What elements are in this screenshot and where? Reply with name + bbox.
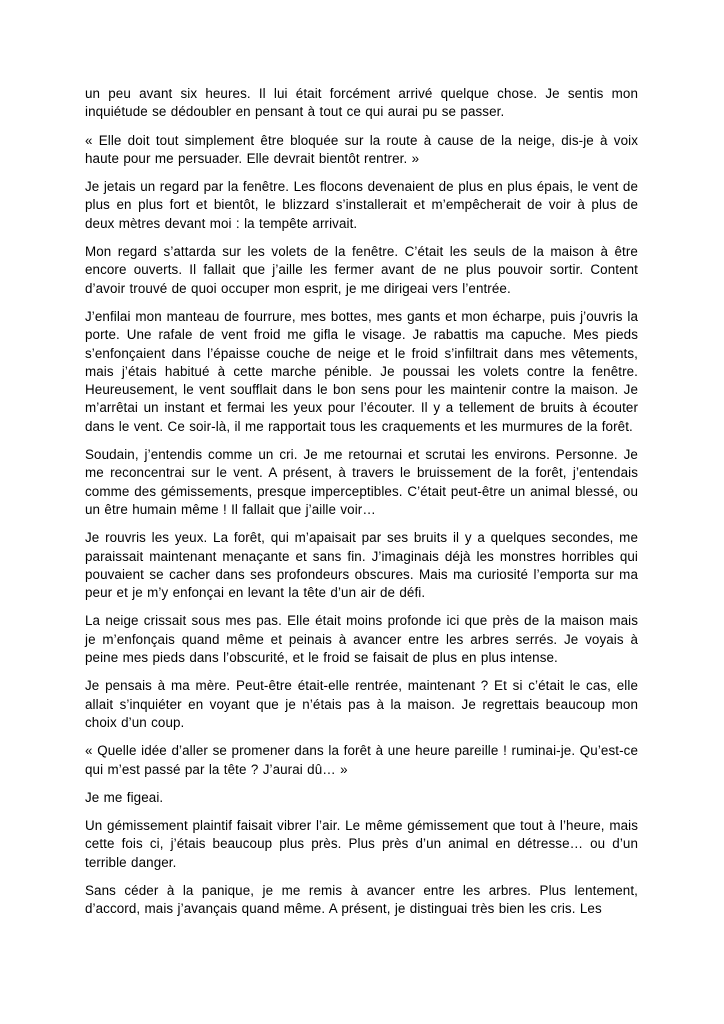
paragraph: J’enfilai mon manteau de fourrure, mes bottes, mes gants et mon écharpe, puis j’ouvris la porte. Une rafale de vent froid me gifla le visage. Je rabattis ma capuche. Mes pieds s’enfonçaient dans l’épaisse couche de neige et le froid s’infiltrait dans mes vêtements, mais j’étais habitué à cette marche pénible. Je poussai les volets contre la fenêtre. Heureusement, le vent soufflait dans le bon sens pour les maintenir contre la maison. Je m’arrêtai un instant et fermai les yeux pour l’écouter. Il y a tellement de bruits à écouter dans le vent. Ce soir-là, il me rapportait tous les craquements et les murmures de la forêt.: [85, 308, 638, 434]
paragraph: Mon regard s’attarda sur les volets de la fenêtre. C’était les seuls de la maison à être encore ouverts. Il fallait que j’aille les fermer avant de ne plus pouvoir sortir. Content d’avoir trouvé de quoi occuper mon esprit, je me dirigeai vers l’entrée.: [85, 244, 638, 296]
paragraph: « Quelle idée d’aller se promener dans la forêt à une heure pareille ! ruminai-je. Qu’est-ce qui m’est passé par la tête ? J’aurai dû… »: [85, 743, 638, 777]
paragraph: Je rouvris les yeux. La forêt, qui m’apaisait par ses bruits il y a quelques secondes, me paraissait maintenant menaçante et sans fin. J’imaginais déjà les monstres horribles qui pouvaient se cacher dans ses profondeurs obscures. Mais ma curiosité l’emporta sur ma peur et je m’y enfonçai en levant la tête d’un air de défi.: [85, 530, 638, 601]
paragraph: un peu avant six heures. Il lui était forcément arrivé quelque chose. Je sentis mon inquiétude se dédoubler en pensant à tout ce qui aurai pu se passer.: [85, 86, 638, 120]
paragraph: La neige crissait sous mes pas. Elle était moins profonde ici que près de la maison mais je m’enfonçais quand même et peinais à avancer entre les arbres serrés. Je voyais à peine mes pieds dans l’obscurité, et le froid se faisait de plus en plus intense.: [85, 613, 638, 666]
paragraph: Je me figeai.: [85, 789, 164, 805]
paragraph: « Elle doit tout simplement être bloquée sur la route à cause de la neige, dis-je à voix haute pour me persuader. Elle devrait bientôt rentrer. »: [85, 132, 638, 166]
paragraph: Je pensais à ma mère. Peut-être était-elle rentrée, maintenant ? Et si c’était le cas, elle allait s’inquiéter en voyant que je n’étais pas à la maison. Je regrettais beaucoup mon choix d’un coup.: [85, 678, 638, 730]
paragraph: Sans céder à la panique, je me remis à avancer entre les arbres. Plus lentement, d’accord, mais j’avançais quand même. A présent, je distinguai très bien les cris. Les: [85, 882, 638, 917]
paragraph: Je jetais un regard par la fenêtre. Les flocons devenaient de plus en plus épais, le vent de plus en plus fort et bientôt, le blizzard s’installerait et m’empêcherait de voir à plus de deux mètres devant moi : la tempête arrivait.: [85, 179, 638, 231]
paragraph: Soudain, j’entendis comme un cri. Je me retournai et scrutai les environs. Personne. Je me reconcentrai sur le vent. A présent, à travers le bruissement de la forêt, j’entendais comme des gémissements, presque imperceptibles. C’était peut-être un animal blessé, ou un être humain même ! Il fallait que j’aille voir…: [85, 447, 638, 517]
paragraph: Un gémissement plaintif faisait vibrer l’air. Le même gémissement que tout à l’heure, mais cette fois ci, j’étais beaucoup plus près. Plus près d’un animal en détresse… ou d’un terrible danger.: [85, 818, 638, 870]
